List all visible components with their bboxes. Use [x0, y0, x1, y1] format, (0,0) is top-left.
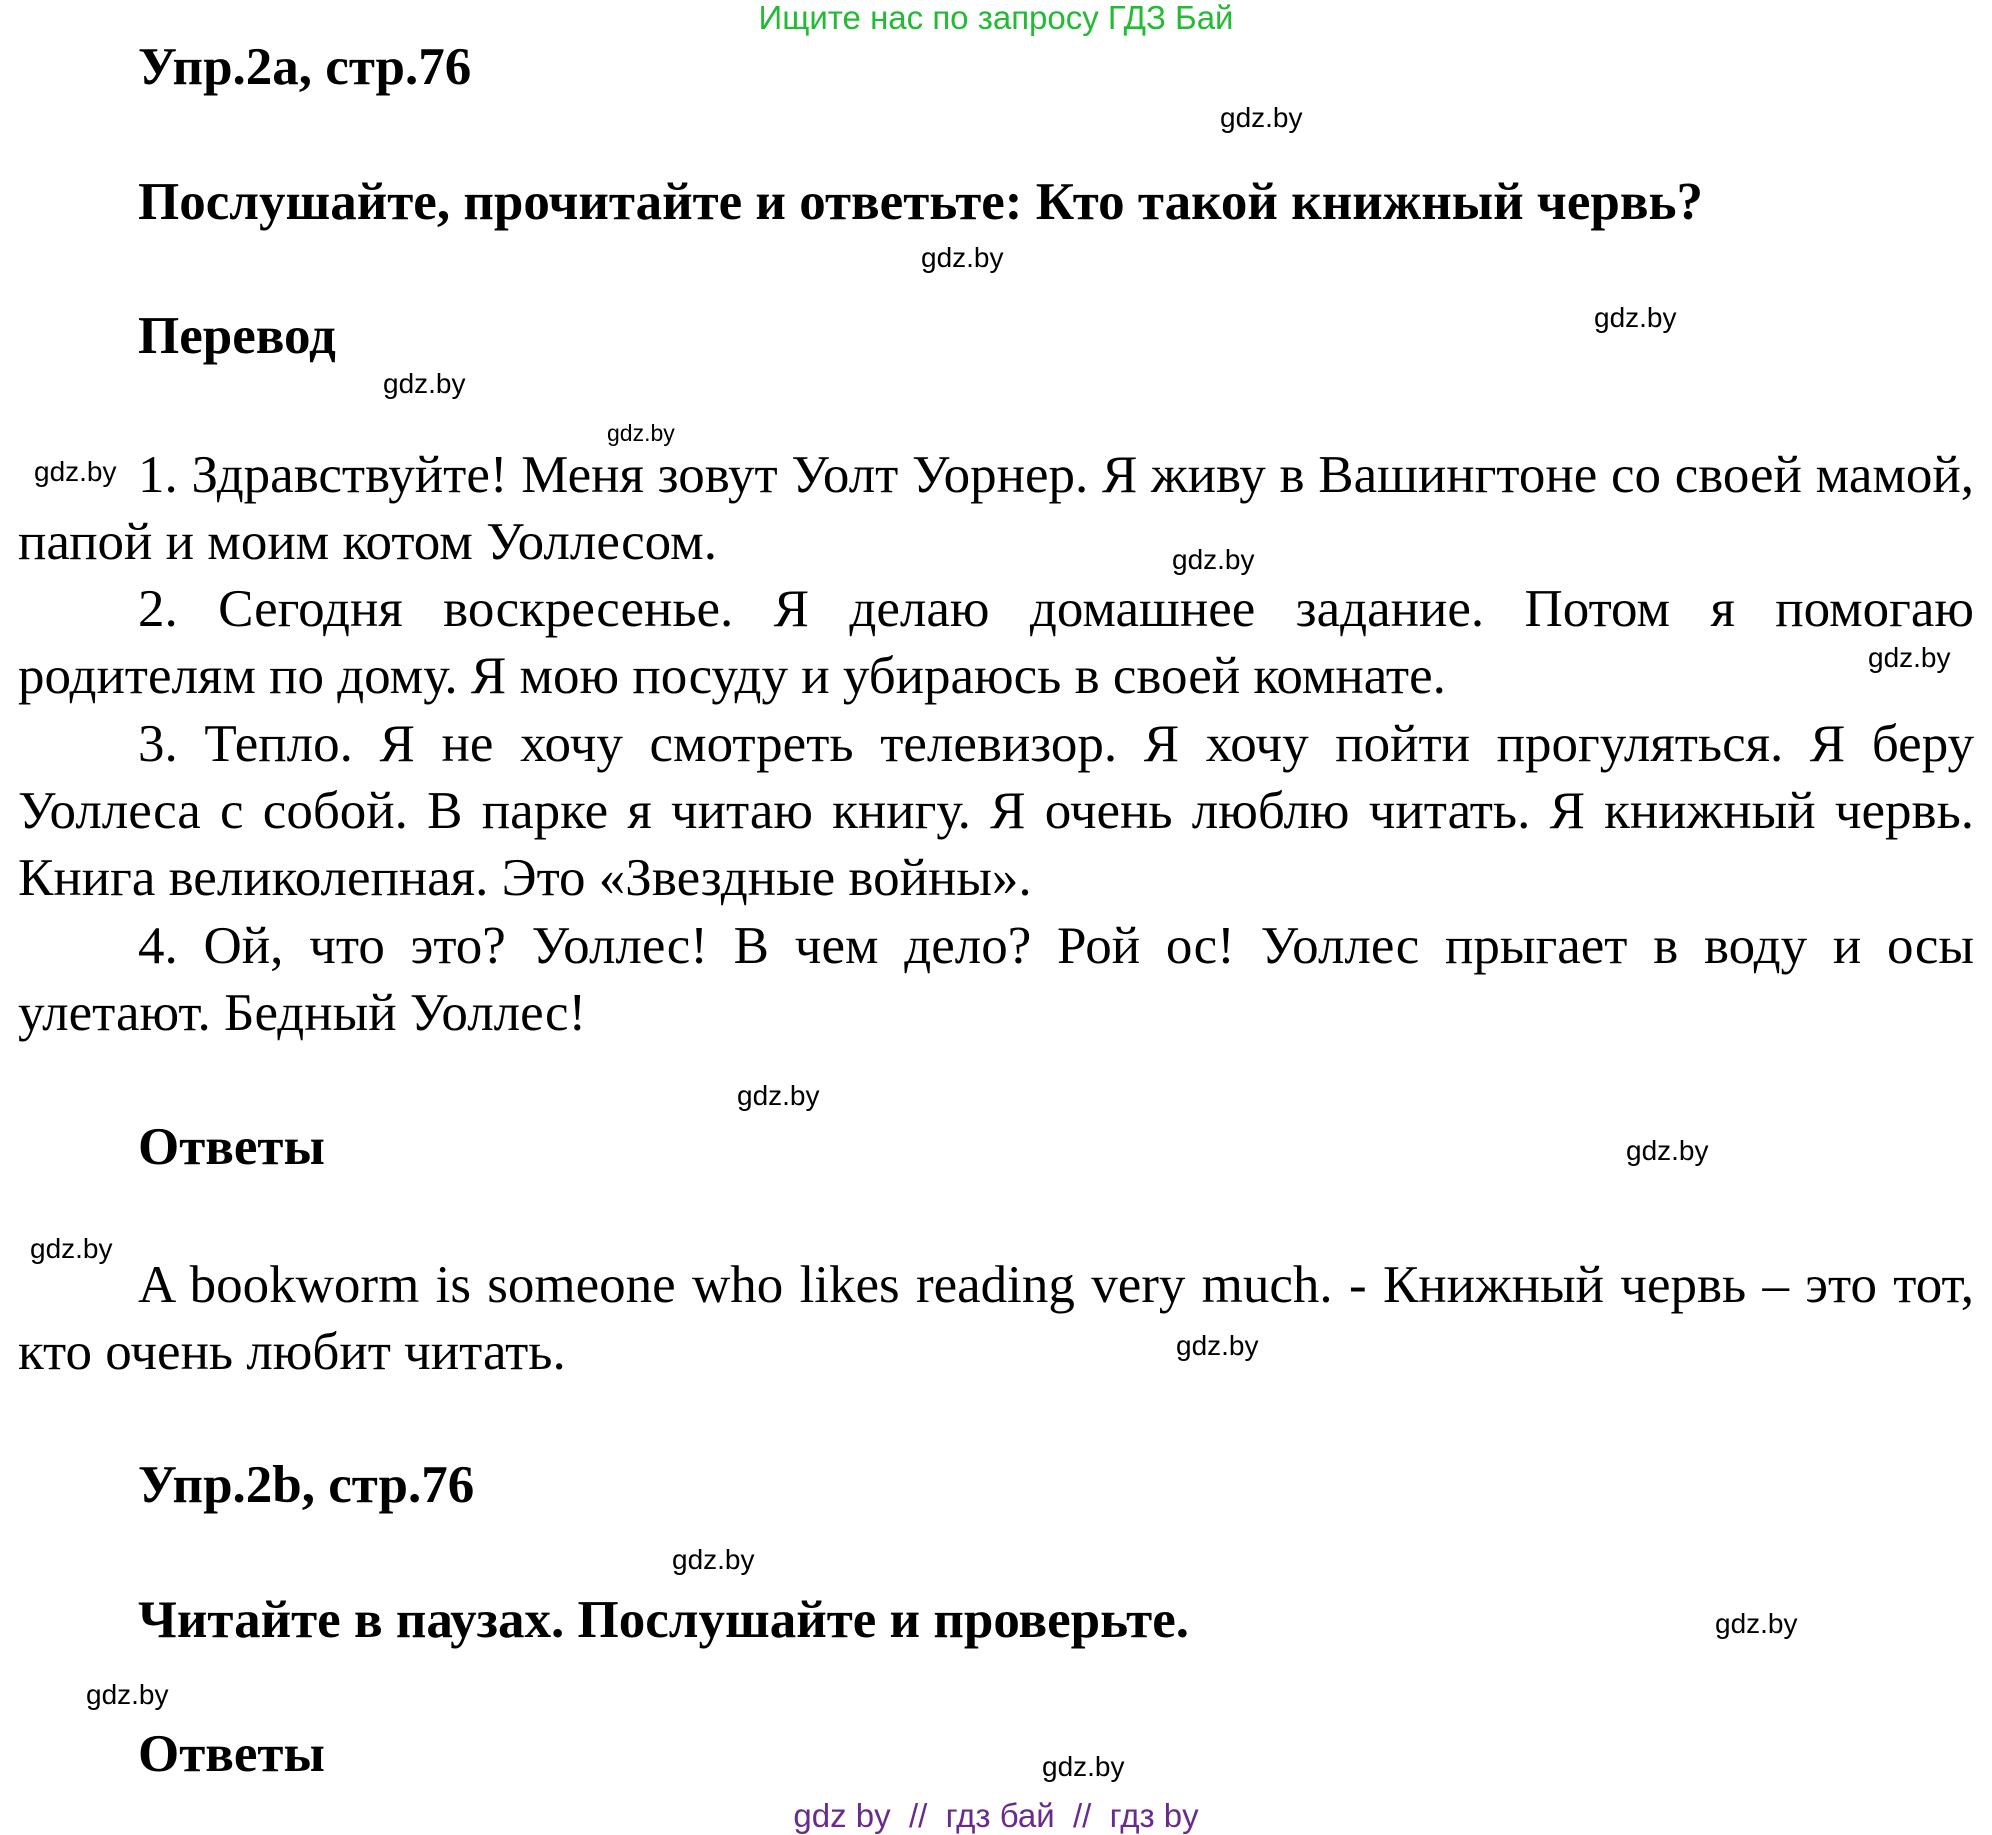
- exercise-2b-title: Упр.2b, стр.76: [138, 1456, 475, 1514]
- footer-links: gdz by // гдз бай // гдз by: [793, 1797, 1199, 1834]
- watermark: gdz.by: [1176, 1330, 1259, 1361]
- watermark: gdz.by: [86, 1679, 169, 1710]
- translation-paragraph-2: 2. Сегодня воскресенье. Я делаю домашнее задание. Потом я помогаю родителям по дому. Я мою посуду и убираюсь в своей комнате.: [18, 580, 1974, 705]
- watermark: gdz.by: [383, 368, 466, 399]
- watermark: gdz.by: [737, 1080, 820, 1111]
- answers-heading-2a: Ответы: [138, 1118, 325, 1176]
- translation-heading: Перевод: [138, 307, 336, 365]
- translation-paragraph-1: 1. Здравствуйте! Меня зовут Уолт Уорнер. Я живу в Вашингтоне со своей мамой, папой и моим котом Уоллесом.: [18, 446, 1974, 571]
- top-banner: Ищите нас по запросу ГДЗ Бай: [758, 0, 1234, 36]
- watermark: gdz.by: [1868, 642, 1951, 673]
- watermark: gdz.by: [1172, 544, 1255, 575]
- translation-paragraph-4: 4. Ой, что это? Уоллес! В чем дело? Рой ос! Уоллес прыгает в воду и осы улетают. Бедный Уоллес!: [18, 917, 1974, 1042]
- answers-heading-2b: Ответы: [138, 1725, 325, 1783]
- exercise-2a-task: Послушайте, прочитайте и ответьте: Кто такой книжный червь?: [138, 173, 1703, 231]
- answer-2a: A bookworm is someone who likes reading very much. - Книжный червь – это тот, кто очень любит читать.: [18, 1256, 1974, 1381]
- watermark: gdz.by: [672, 1544, 755, 1575]
- watermark: gdz.by: [1626, 1135, 1709, 1166]
- watermark: gdz.by: [1715, 1608, 1798, 1639]
- translation-paragraph-3: 3. Тепло. Я не хочу смотреть телевизор. Я хочу пойти прогуляться. Я беру Уоллеса с собой. В парке я читаю книгу. Я очень люблю читать. Я книжный червь. Книга великолепная. Это «Звездные войны».: [18, 715, 1974, 907]
- watermark: gdz.by: [1042, 1751, 1125, 1782]
- exercise-2a-title: Упр.2a, стр.76: [138, 38, 472, 96]
- watermark: gdz.by: [921, 242, 1004, 273]
- watermark: gdz.by: [34, 456, 117, 487]
- watermark: gdz.by: [1594, 302, 1677, 333]
- watermark: gdz.by: [30, 1233, 113, 1264]
- watermark: gdz.by: [607, 420, 675, 446]
- exercise-2b-task: Читайте в паузах. Послушайте и проверьте.: [138, 1591, 1189, 1649]
- watermark: gdz.by: [1220, 102, 1303, 133]
